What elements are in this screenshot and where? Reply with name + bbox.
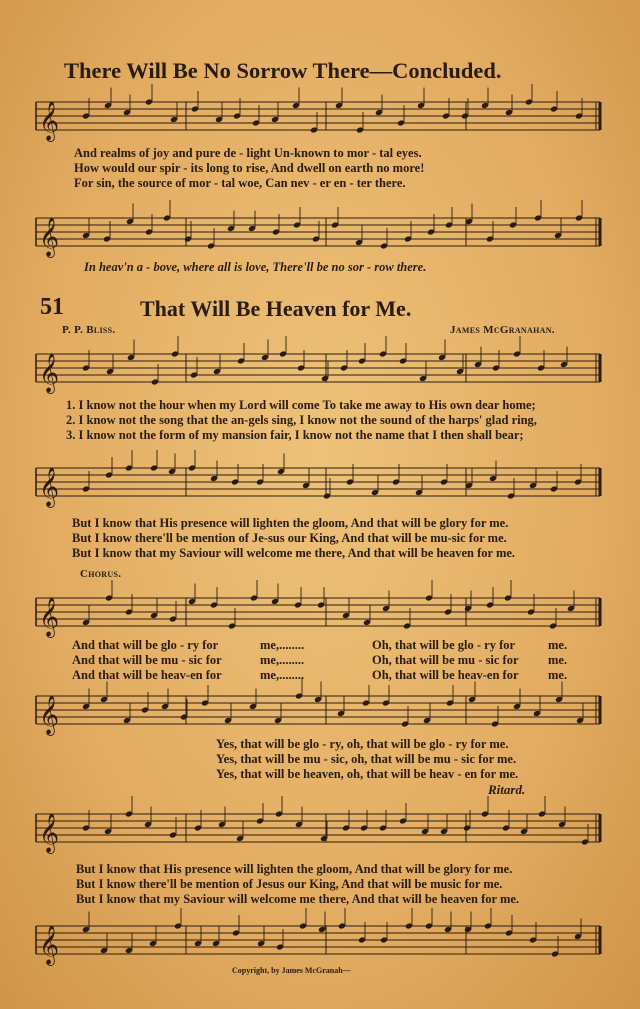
chorus-label: Chorus.	[80, 568, 122, 580]
svg-text:𝄞: 𝄞	[39, 597, 60, 637]
svg-text:𝄞: 𝄞	[39, 217, 60, 257]
lyricist: P. P. Bliss.	[62, 324, 116, 336]
chorus-lyric-b: me,........	[260, 653, 305, 667]
verse-line: But I know that His presence will lighten the gloom, And that will be glory for me.	[72, 516, 509, 530]
chorus-lyric-d: me.	[548, 668, 568, 682]
top-hymn-title: There Will Be No Sorrow There—Concluded.	[64, 58, 502, 83]
final-line: But I know there'll be mention of Jesus our King, And that will be music for me.	[76, 877, 503, 891]
chorus-lyric-d: me.	[548, 638, 568, 652]
chorus-bass-line: Yes, that will be heaven, oh, that will be heav - en for me.	[216, 767, 519, 781]
lyric-line: How would our spir - its long to rise, And dwell on earth no more!	[74, 161, 425, 175]
music-staff	[36, 920, 600, 965]
music-notation	[36, 96, 600, 141]
chorus-lyric-a: And that will be mu - sic for	[72, 653, 222, 667]
final-line: But I know that my Saviour will welcome me there, And that will be heaven for me.	[76, 892, 520, 906]
music-notation	[36, 592, 600, 637]
music-staff	[36, 808, 600, 853]
verse-line: But I know that my Saviour will welcome me there, And that will be heaven for me.	[72, 546, 516, 560]
final-line: But I know that His presence will lighten the gloom, And that will be glory for me.	[76, 862, 513, 876]
chorus-lyric-c: Oh, that will be glo - ry for	[372, 638, 516, 652]
music-staff	[36, 96, 600, 141]
verse-line: 2. I know not the song that the an-gels sing, I know not the sound of the harps' glad ring,	[66, 413, 537, 427]
verse-line: 3. I know not the form of my mansion fair, I know not the name that I then shall bear;	[66, 428, 524, 442]
svg-text:𝄞: 𝄞	[39, 695, 60, 735]
copyright: Copyright, by James McGranah—	[232, 966, 351, 975]
verse-line: 1. I know not the hour when my Lord will come To take me away to His own dear home;	[66, 398, 536, 412]
music-notation	[36, 348, 600, 393]
chorus-lyric-b: me,........	[260, 668, 305, 682]
chorus-lyric-a: And that will be glo - ry for	[72, 638, 219, 652]
composer: James McGranahan.	[450, 324, 555, 336]
lyric-line: In heav'n a - bove, where all is love, There'll be no sor - row there.	[84, 260, 427, 274]
svg-text:𝄞: 𝄞	[39, 353, 60, 393]
chorus-bass-line: Yes, that will be mu - sic, oh, that will be mu - sic for me.	[216, 752, 517, 766]
music-notation	[36, 690, 600, 735]
music-staff	[36, 348, 600, 393]
ritard-mark: Ritard.	[488, 782, 526, 797]
music-staff	[36, 690, 600, 735]
lyric-line: For sin, the source of mor - tal woe, Can nev - er en - ter there.	[74, 176, 406, 190]
svg-text:𝄞: 𝄞	[39, 101, 60, 141]
hymn-title: That Will Be Heaven for Me.	[140, 296, 412, 321]
chorus-lyric-a: And that will be heav-en for	[72, 668, 222, 682]
chorus-lyric-c: Oh, that will be mu - sic for	[372, 653, 519, 667]
hymn-number: 51	[40, 294, 64, 320]
music-staff	[36, 592, 600, 637]
chorus-lyric-b: me,........	[260, 638, 305, 652]
chorus-bass-line: Yes, that will be glo - ry, oh, that will be glo - ry for me.	[216, 737, 509, 751]
music-notation	[36, 920, 600, 965]
lyric-line: And realms of joy and pure de - light Un-known to mor - tal eyes.	[74, 146, 422, 160]
music-notation	[36, 212, 600, 257]
music-notation	[36, 808, 600, 853]
chorus-lyric-d: me.	[548, 653, 568, 667]
music-staff	[36, 212, 600, 257]
music-notation	[36, 462, 600, 507]
svg-text:𝄞: 𝄞	[39, 925, 60, 965]
verse-line: But I know there'll be mention of Je-sus our King, And that will be mu-sic for me.	[72, 531, 507, 545]
svg-text:𝄞: 𝄞	[39, 467, 60, 507]
svg-text:𝄞: 𝄞	[39, 813, 60, 853]
music-staff	[36, 462, 600, 507]
chorus-lyric-c: Oh, that will be heav-en for	[372, 668, 519, 682]
